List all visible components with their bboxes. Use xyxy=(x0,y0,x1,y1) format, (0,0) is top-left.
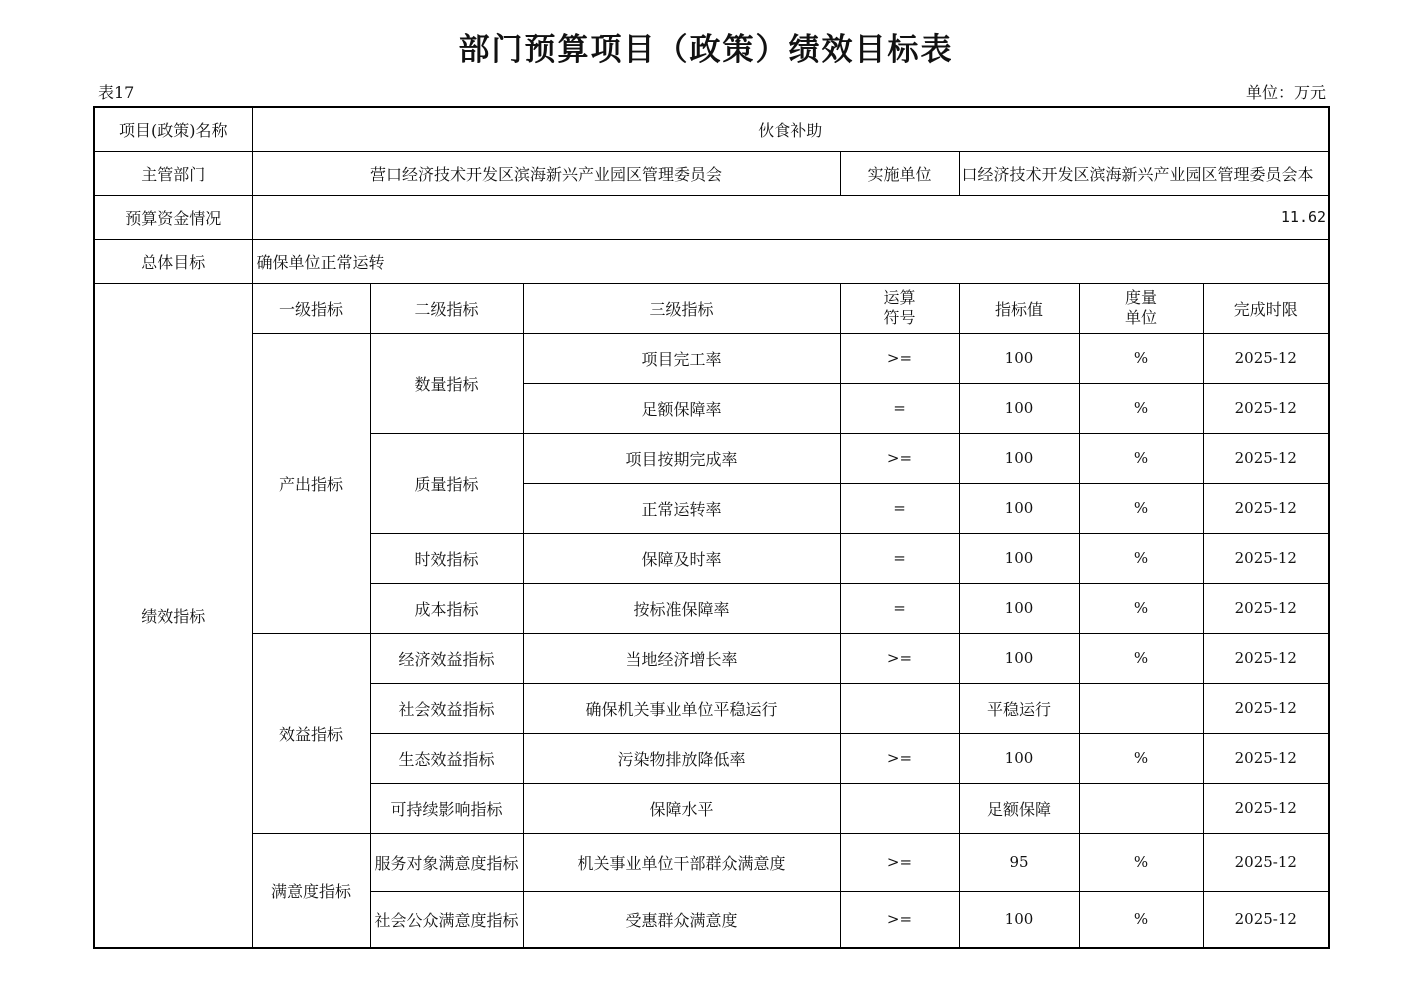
goal-label: 总体目标 xyxy=(94,239,252,283)
page-title: 部门预算项目（政策）绩效目标表 xyxy=(458,32,954,68)
header-level2: 二级指标 xyxy=(370,283,523,333)
target-value: 100 xyxy=(959,733,1079,783)
measure-unit: % xyxy=(1079,333,1203,383)
indicator-name: 足额保障率 xyxy=(523,383,840,433)
target-value: 100 xyxy=(959,433,1079,483)
level2-social: 社会效益指标 xyxy=(370,683,523,733)
unit-label: 单位：万元 xyxy=(1245,83,1326,102)
department-label: 主管部门 xyxy=(94,151,252,195)
target-value: 100 xyxy=(959,533,1079,583)
target-value: 足额保障 xyxy=(959,783,1079,833)
operator: = xyxy=(840,483,959,533)
level2-timeliness: 时效指标 xyxy=(370,533,523,583)
target-value: 100 xyxy=(959,383,1079,433)
deadline: 2025-12 xyxy=(1203,433,1329,483)
measure-unit: % xyxy=(1079,633,1203,683)
level2-quality: 质量指标 xyxy=(370,433,523,533)
performance-indicators-label: 绩效指标 xyxy=(94,283,252,948)
level2-quantity: 数量指标 xyxy=(370,333,523,433)
performance-table xyxy=(93,106,1330,949)
level2-public-satisfaction: 社会公众满意度指标 xyxy=(370,891,523,948)
measure-unit xyxy=(1079,683,1203,733)
indicator-name: 保障及时率 xyxy=(523,533,840,583)
operator: = xyxy=(840,383,959,433)
indicator-name: 按标准保障率 xyxy=(523,583,840,633)
header-level1: 一级指标 xyxy=(252,283,370,333)
target-value: 100 xyxy=(959,633,1079,683)
level2-service-satisfaction: 服务对象满意度指标 xyxy=(370,833,523,891)
header-operator: 运算 符号 xyxy=(840,283,959,333)
measure-unit: % xyxy=(1079,891,1203,948)
level1-output: 产出指标 xyxy=(252,333,370,633)
budget-value: 11.62 xyxy=(252,195,1329,239)
level2-ecological: 生态效益指标 xyxy=(370,733,523,783)
deadline: 2025-12 xyxy=(1203,783,1329,833)
level1-satisfaction: 满意度指标 xyxy=(252,833,370,948)
indicator-name: 保障水平 xyxy=(523,783,840,833)
measure-unit: % xyxy=(1079,433,1203,483)
operator: = xyxy=(840,583,959,633)
measure-unit: % xyxy=(1079,533,1203,583)
level1-benefit: 效益指标 xyxy=(252,633,370,833)
level2-sustainable: 可持续影响指标 xyxy=(370,783,523,833)
measure-unit: % xyxy=(1079,583,1203,633)
operator: >= xyxy=(840,633,959,683)
target-value: 100 xyxy=(959,583,1079,633)
deadline: 2025-12 xyxy=(1203,833,1329,891)
department-value: 营口经济技术开发区滨海新兴产业园区管理委员会 xyxy=(252,151,840,195)
level2-cost: 成本指标 xyxy=(370,583,523,633)
measure-unit: % xyxy=(1079,483,1203,533)
target-value: 平稳运行 xyxy=(959,683,1079,733)
goal-value: 确保单位正常运转 xyxy=(252,239,1329,283)
indicator-name: 污染物排放降低率 xyxy=(523,733,840,783)
target-value: 100 xyxy=(959,891,1079,948)
deadline: 2025-12 xyxy=(1203,683,1329,733)
project-name-value: 伙食补助 xyxy=(252,107,1329,151)
operator xyxy=(840,683,959,733)
deadline: 2025-12 xyxy=(1203,333,1329,383)
deadline: 2025-12 xyxy=(1203,383,1329,433)
operator: >= xyxy=(840,833,959,891)
operator: >= xyxy=(840,891,959,948)
indicator-name: 机关事业单位干部群众满意度 xyxy=(523,833,840,891)
table-number: 表17 xyxy=(98,83,135,102)
measure-unit: % xyxy=(1079,733,1203,783)
operator xyxy=(840,783,959,833)
target-value: 100 xyxy=(959,333,1079,383)
measure-unit: % xyxy=(1079,383,1203,433)
deadline: 2025-12 xyxy=(1203,533,1329,583)
indicator-name: 项目按期完成率 xyxy=(523,433,840,483)
header-deadline: 完成时限 xyxy=(1203,283,1329,333)
budget-label: 预算资金情况 xyxy=(94,195,252,239)
indicator-name: 正常运转率 xyxy=(523,483,840,533)
deadline: 2025-12 xyxy=(1203,483,1329,533)
header-value: 指标值 xyxy=(959,283,1079,333)
indicator-name: 确保机关事业单位平稳运行 xyxy=(523,683,840,733)
operator: >= xyxy=(840,433,959,483)
deadline: 2025-12 xyxy=(1203,633,1329,683)
deadline: 2025-12 xyxy=(1203,891,1329,948)
deadline: 2025-12 xyxy=(1203,733,1329,783)
target-value: 95 xyxy=(959,833,1079,891)
project-name-label: 项目(政策)名称 xyxy=(94,107,252,151)
header-level3: 三级指标 xyxy=(523,283,840,333)
target-value: 100 xyxy=(959,483,1079,533)
implementer-label: 实施单位 xyxy=(840,151,959,195)
operator: >= xyxy=(840,733,959,783)
operator: = xyxy=(840,533,959,583)
implementer-value: 口经济技术开发区滨海新兴产业园区管理委员会本 xyxy=(959,151,1329,195)
indicator-name: 项目完工率 xyxy=(523,333,840,383)
measure-unit: % xyxy=(1079,833,1203,891)
operator: >= xyxy=(840,333,959,383)
indicator-name: 受惠群众满意度 xyxy=(523,891,840,948)
measure-unit xyxy=(1079,783,1203,833)
level2-economic: 经济效益指标 xyxy=(370,633,523,683)
indicator-name: 当地经济增长率 xyxy=(523,633,840,683)
deadline: 2025-12 xyxy=(1203,583,1329,633)
header-unit: 度量 单位 xyxy=(1079,283,1203,333)
